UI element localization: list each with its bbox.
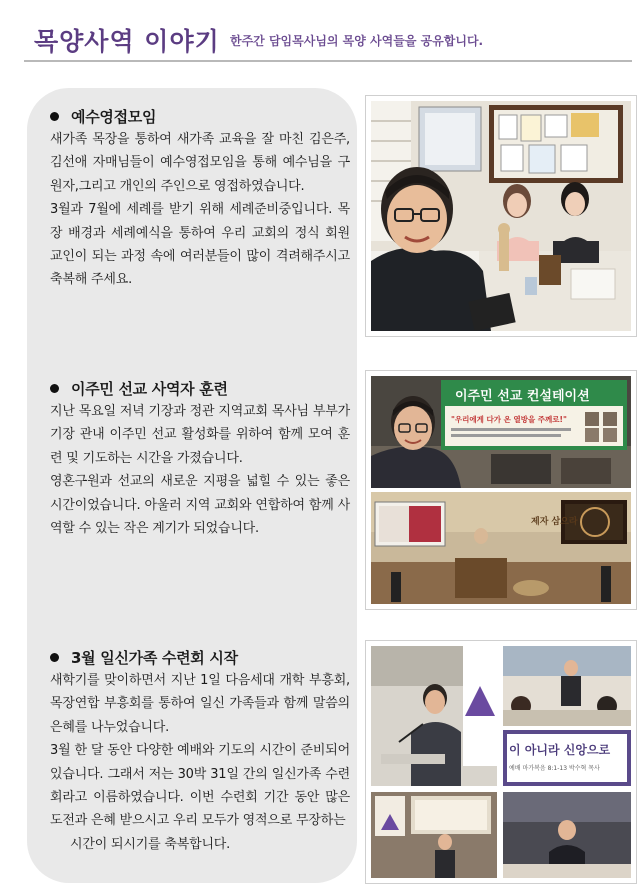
bullet-icon [50,653,59,662]
section-paragraph: 지난 목요일 저녁 기장과 정관 지역교회 목사님 부부가 기장 관내 이주민 선교 활성화를 위하여 함께 모여 훈련 및 기도하는 시간을 가졌습니다. [50,404,350,466]
section-paragraph: 영혼구원과 선교의 새로운 지평을 넓힐 수 있는 좋은 시간이었습니다. 아울러 지역 교회와 연합하여 함께 사역할 수 있는 작은 계기가 되었습니다. [50,474,350,537]
bullet-icon [50,112,59,121]
photo-frame-newcomer [365,95,637,337]
section-heading [50,376,350,400]
section-paragraph: 시간이 되시기를 축복합니다. [70,836,231,852]
photo3-screen-sub: 예배 마가복음 8:1-13 박수혁 목사 [509,765,600,772]
photo-newcomer-image [371,101,631,331]
section-migrant-mission-training [50,376,350,540]
section-paragraph: 새학기를 맞이하면서 지난 1일 다음세대 개학 부흥회, 목장연합 부흥회를 통하여 일신 가족들과 함께 말씀의 은혜를 나누었습니다. [50,673,350,735]
header [0,0,643,62]
photo-newcomer-meeting [371,101,631,331]
section-paragraph: 3월과 7월에 세례를 받기 위해 세례준비중입니다. 목장 배경과 세례예식을 통하여 우리 교회의 정식 회원 교인이 되는 과정 속에 여러분들이 많이 격려해주시고 축복해 주세요. [50,202,350,288]
page-title: 목양사역 이야기 [34,27,220,56]
photo2-banner-sub: "우리에게 다가 온 열방을 주께로!" [451,415,567,424]
photo-mission-training [371,376,631,604]
section-newcomer-meeting [50,104,350,292]
section-paragraph: 3월 한 달 동안 다양한 예배와 기도의 시간이 준비되어 있습니다. 그래서 저는 30박 31일 간의 일신가족 수련회라고 이름하였습니다. 이번 수련회 기간 동안 많은 도전과 은혜 받으시고 우리 모두가 영적으로 무장하는 [50,743,350,829]
photo-consultation-image [371,376,631,488]
photo-retreat [371,646,631,878]
section-heading [50,104,350,128]
photo2-banner-text: 이주민 선교 컨설테이션 [455,389,590,404]
photo-frame-retreat [365,640,637,884]
section-title: 이주민 선교 사역자 훈련 [71,379,228,398]
header-divider [24,60,632,62]
photo3-screen-text: 이 아니라 신앙으로 [509,743,611,757]
section-title: 예수영접모임 [71,107,157,126]
photo-retreat-image [371,646,631,878]
photo-frame-mission-training [365,370,637,610]
bullet-icon [50,384,59,393]
photo-worship-stage-image [371,492,631,604]
section-paragraph: 새가족 목장을 통하여 새가족 교육을 잘 마친 김은주, 김선애 자매님들이 예수영접모임을 통해 예수님을 구원자,그리고 개인의 주인으로 영접하였습니다. [50,132,350,194]
section-march-retreat [50,645,350,856]
section-heading [50,645,350,669]
page-subtitle: 한주간 담임목사님의 목양 사역들을 공유합니다. [230,34,484,48]
section-title: 3월 일신가족 수련회 시작 [71,648,238,667]
photo2-stage-text: 제자 삼으라 [531,517,578,527]
